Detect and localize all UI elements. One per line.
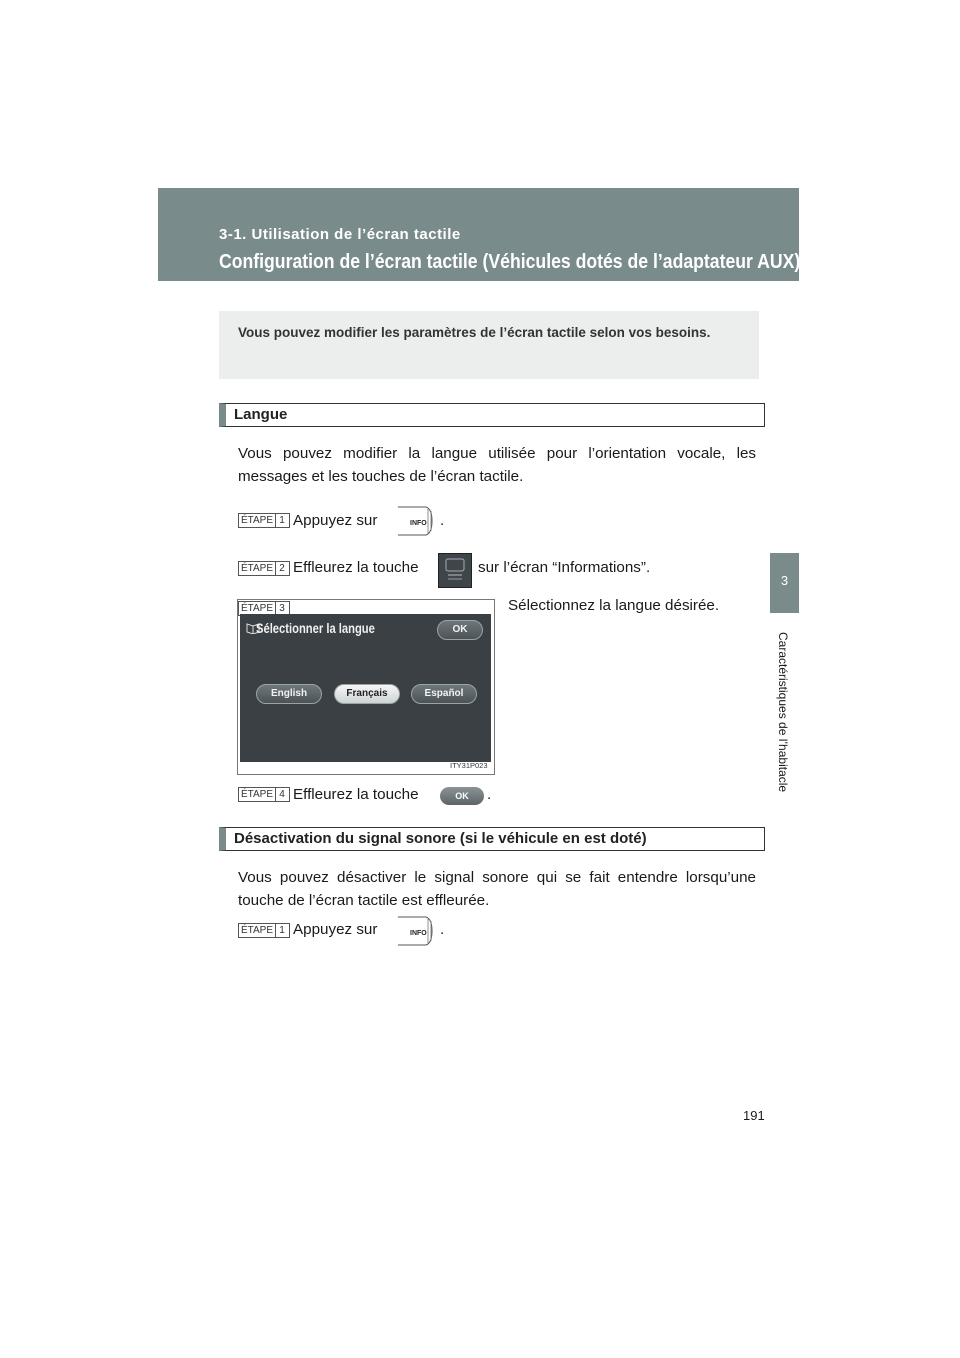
info-button-icon [396,505,436,537]
info-button-label: INFO [410,930,427,937]
step-badge-label: ÉTAPE [239,562,276,575]
signal-description: Vous pouvez désactiver le signal sonore qui se fait entendre lorsqu’une touche de l’écran tactile est effleurée. [238,869,756,909]
page-number: 191 [743,1108,765,1123]
figure-code: ITY31P023 [450,761,488,770]
step-badge [238,513,290,528]
step-text-end: . [440,921,445,938]
langue-description: Vous pouvez modifier la langue utilisée pour l’orientation vocale, les messages et les touches de l’écran tactile. [238,445,756,485]
info-button-label: INFO [410,520,427,527]
language-option-espanol[interactable]: Español [411,684,477,704]
step-text: Appuyez sur [293,921,378,938]
step-badge-number: 2 [279,563,285,574]
language-option-francais[interactable]: Français [334,684,400,704]
language-selection-screen [240,614,491,762]
step-badge-number: 4 [279,789,285,800]
language-option-english[interactable]: English [256,684,322,704]
step-badge-label: ÉTAPE [239,514,276,527]
section-heading-text: Langue [234,406,288,423]
chapter-label [776,632,794,832]
step-text: Sélectionnez la langue désirée. [508,597,720,614]
page-title: Configuration de l’écran tactile (Véhicules dotés de l’adaptateur AUX) [219,250,801,273]
section-heading-signal [219,827,765,851]
langue-button-icon [438,553,472,588]
step-badge-label: ÉTAPE [239,788,276,801]
step-badge [238,787,290,802]
step-text: Effleurez la touche [293,559,419,576]
step-text: Appuyez sur [293,512,378,529]
section-heading-langue [219,403,765,427]
screen-title: Sélectionner la langue [256,620,375,636]
step-badge-number: 3 [279,603,285,614]
intro-text: Vous pouvez modifier les paramètres de l’écran tactile selon vos besoins. [238,325,711,340]
step-badge-label: ÉTAPE [239,602,276,615]
section-label: 3-1. Utilisation de l’écran tactile [219,226,461,243]
step-text-end: . [487,786,492,803]
section-heading-text: Désactivation du signal sonore (si le véhicule en est doté) [234,830,647,847]
ok-button-icon: OK [440,787,484,805]
step-badge-label: ÉTAPE [239,924,276,937]
info-button-icon [396,915,436,947]
step-badge [238,561,290,576]
step-text-end: sur l’écran “Informations”. [478,559,651,576]
step-badge [238,923,290,938]
step-badge-number: 1 [279,925,285,936]
step-text-end: . [440,512,445,529]
step-text: Effleurez la touche [293,786,419,803]
chapter-label-text: Caractéristiques de l’habitacle [776,632,790,793]
chapter-number: 3 [780,573,789,588]
step-badge-number: 1 [279,515,285,526]
screen-ok-button[interactable]: OK [437,620,483,640]
